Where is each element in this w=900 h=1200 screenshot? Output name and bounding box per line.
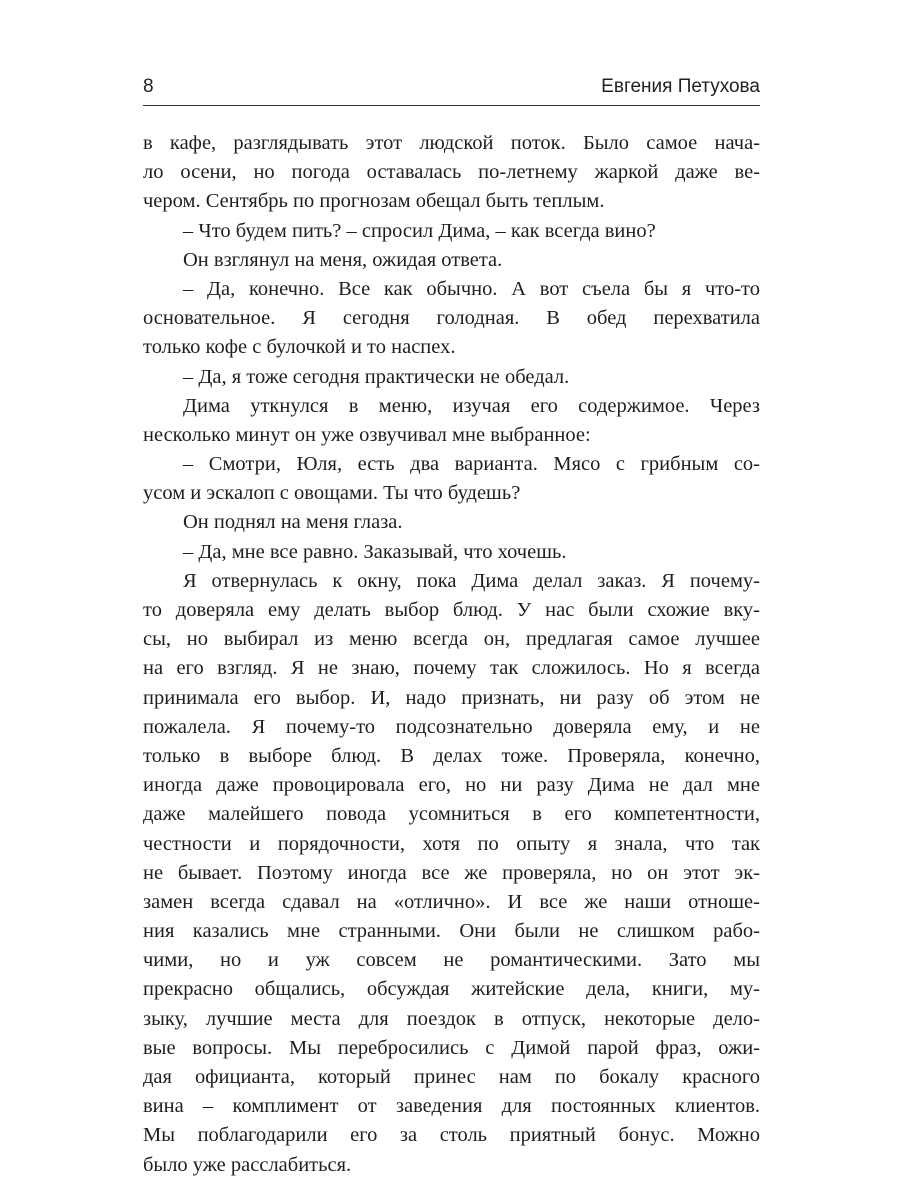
- text-line: не бывает. Поэтому иногда все же проверяла, но он этот эк-: [143, 861, 760, 884]
- text-line: вые вопросы. Мы перебросились с Димой парой фраз, ожи-: [143, 1036, 760, 1059]
- text-line: принимала его выбор. И, надо признать, ни разу об этом не: [143, 686, 760, 709]
- text-line: дая официанта, который принес нам по бокалу красного: [143, 1066, 760, 1088]
- text-line: иногда даже провоцировала его, но ни разу Дима не дал мне: [143, 774, 760, 797]
- text-line: чими, но и уж совсем не романтическими. Зато мы: [143, 949, 760, 972]
- text-line: сы, но выбирал из меню всегда он, предлагая самое лучшее: [143, 628, 760, 651]
- text-line: основательное. Я сегодня голодная. В обед перехватила: [143, 307, 760, 330]
- text-line: Он взглянул на меня, ожидая ответа.: [183, 248, 503, 271]
- body-text: [143, 129, 760, 1180]
- text-line: несколько минут он уже озвучивал мне выбранное:: [143, 423, 591, 446]
- text-line: в кафе, разглядывать этот людской поток. Было самое нача-: [143, 132, 760, 154]
- text-line: только кофе с булочкой и то наспех.: [143, 336, 456, 359]
- text-line: – Что будем пить? – спросил Дима, – как всегда вино?: [183, 219, 656, 242]
- text-line: Мы поблагодарили его за столь приятный бонус. Можно: [143, 1124, 760, 1147]
- text-line: – Смотри, Юля, есть два варианта. Мясо с грибным со-: [183, 453, 760, 476]
- text-line: усом и эскалоп с овощами. Ты что будешь?: [143, 482, 521, 505]
- text-line: чером. Сентябрь по прогнозам обещал быть теплым.: [143, 190, 605, 213]
- text-line: Дима уткнулся в меню, изучая его содержимое. Через: [183, 394, 760, 417]
- text-line: честности и порядочности, хотя по опыту я знала, что так: [143, 832, 760, 855]
- running-head: [143, 74, 760, 104]
- text-line: Он поднял на меня глаза.: [183, 511, 403, 534]
- text-line: замен всегда сдавал на «отлично». И все же наши отноше-: [143, 890, 760, 913]
- text-line: – Да, я тоже сегодня практически не обедал.: [183, 365, 570, 388]
- text-line: то доверяла ему делать выбор блюд. У нас были схожие вку-: [143, 599, 760, 621]
- text-line: Я отвернулась к окну, пока Дима делал заказ. Я почему-: [183, 569, 760, 592]
- text-line: даже малейшего повода усомниться в его компетентности,: [143, 803, 760, 826]
- text-line: ния казались мне странными. Они были не слишком рабо-: [143, 920, 760, 943]
- text-line: вина – комплимент от заведения для постоянных клиентов.: [143, 1095, 760, 1118]
- text-line: прекрасно общались, обсуждая житейские дела, книги, му-: [143, 978, 760, 1001]
- text-line: только в выборе блюд. В делах тоже. Проверяла, конечно,: [143, 744, 760, 767]
- text-line: было уже расслабиться.: [143, 1153, 352, 1176]
- running-head-author: Евгения Петухова: [601, 76, 760, 97]
- header-rule: [143, 105, 760, 106]
- text-line: зыку, лучшие места для поездок в отпуск, некоторые дело-: [143, 1007, 760, 1030]
- text-line: пожалела. Я почему-то подсознательно доверяла ему, и не: [143, 715, 760, 738]
- text-line: на его взгляд. Я не знаю, почему так сложилось. Но я всегда: [143, 657, 760, 680]
- page-number: 8: [143, 76, 154, 97]
- text-line: – Да, мне все равно. Заказывай, что хочешь.: [183, 540, 567, 563]
- text-line: ло осени, но погода оставалась по-летнему жаркой даже ве-: [143, 161, 760, 184]
- text-line: – Да, конечно. Все как обычно. А вот съела бы я что-то: [183, 277, 760, 300]
